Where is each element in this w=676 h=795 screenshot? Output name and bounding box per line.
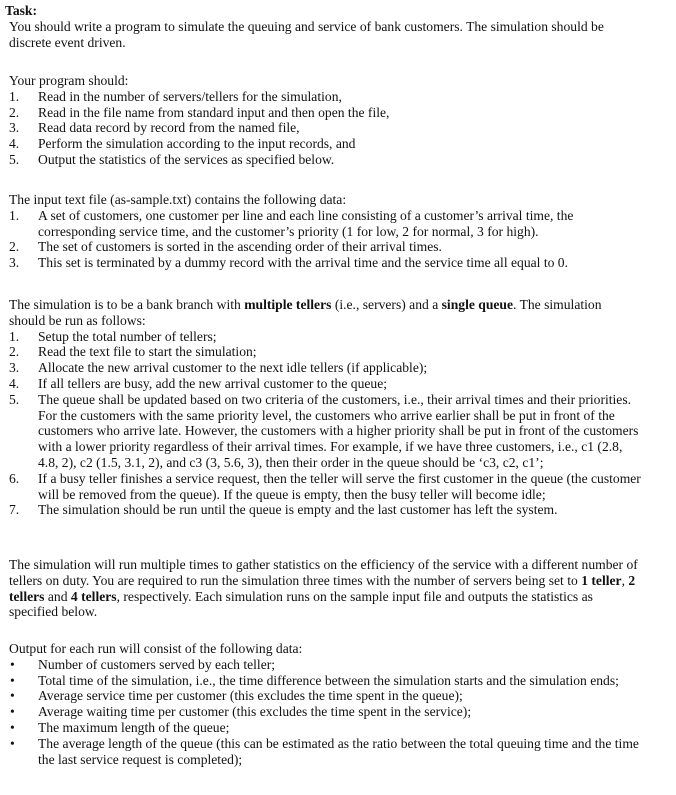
item-text: Average waiting time per customer (this excludes the time spent in the service); [38,704,472,720]
item-number: 5. [9,391,20,407]
item-text: Setup the total number of tellers; [38,328,217,344]
runs-line: specified below. [9,604,98,620]
list-item [9,502,669,518]
item-text: This set is terminated by a dummy record with the arrival time and the service time all equal to 0. [38,255,568,271]
item-number: 1. [9,328,20,344]
intro-paragraph [9,19,669,51]
input-file-heading: The input text file (as-sample.txt) contains the following data: [9,192,347,207]
simulation-heading-line2: should be run as follows: [9,312,146,328]
item-number: 1. [9,207,20,223]
intro-line: discrete event driven. [9,34,126,50]
item-number: 4. [9,375,20,391]
list-item [9,688,669,704]
output-section [9,641,669,767]
bullet-icon: • [10,672,15,688]
list-item [9,392,669,471]
runs-line: tellers on duty. You are required to run the simulation three times with the number of servers being set to 1 teller, 2 [9,572,636,588]
list-item [9,105,669,121]
bullet-icon: • [10,735,15,751]
intro-line: You should write a program to simulate the queuing and service of bank customers. The simulation should be [9,19,604,34]
item-number: 2. [9,344,20,360]
list-item [9,120,669,136]
item-text: A set of customers, one customer per line and each line consisting of a customer’s arrival time, the [38,207,574,223]
item-number: 3. [9,255,20,271]
item-text: The average length of the queue (this can be estimated as the ratio between the total queuing time and the time [38,735,639,751]
item-text: Number of customers served by each teller; [38,656,276,672]
input-file-section [9,192,669,271]
item-text: The queue shall be updated based on two criteria of the customers, i.e., their arrival times and their priorities. [38,391,632,407]
item-number: 3. [9,120,20,136]
item-text: Average service time per customer (this excludes the time spent in the queue); [38,688,463,704]
list-item [9,657,669,673]
list-item [9,152,669,168]
list-item [9,344,669,360]
item-text: Output the statistics of the services as specified below. [38,151,335,167]
item-text: The maximum length of the queue; [38,719,230,735]
list-item [9,720,669,736]
item-text: The simulation should be run until the queue is empty and the last customer has left the system. [38,502,558,518]
simulation-section [9,297,669,518]
list-item [9,255,669,271]
item-text: Read in the file name from standard input and then open the file, [38,104,390,120]
runs-paragraph [9,557,669,620]
item-text: Allocate the new arrival customer to the next idle tellers (if applicable); [38,360,428,376]
task-title: Task: [5,3,37,18]
output-heading: Output for each run will consist of the following data: [9,641,303,656]
list-item [9,376,669,392]
simulation-heading: The simulation is to be a bank branch with multiple tellers (i.e., servers) and a single queue. The simulation [9,297,602,312]
bullet-icon: • [10,719,15,735]
item-number: 2. [9,104,20,120]
item-number: 6. [9,470,20,486]
item-number: 7. [9,502,20,518]
item-text: 4.8, 2), c2 (1.5, 3.1, 2), and c3 (3, 5.6, 3), then their order in the queue should be ‘c3, c2, c1’; [38,454,544,470]
list-item [9,360,669,376]
item-text: If all tellers are busy, add the new arrival customer to the queue; [38,375,388,391]
bullet-icon: • [10,704,15,720]
list-item [9,136,669,152]
item-text: Read in the number of servers/tellers for the simulation, [38,88,342,104]
item-text: Read data record by record from the named file, [38,120,300,136]
item-number: 3. [9,360,20,376]
runs-line: tellers and 4 tellers, respectively. Each simulation runs on the sample input file and outputs the statistics as [9,588,593,604]
item-number: 1. [9,88,20,104]
list-item [9,89,669,105]
list-item [9,673,669,689]
item-text: corresponding service time, and the customer’s priority (1 for low, 2 for normal, 3 for high). [38,223,539,239]
list-item [9,736,669,768]
item-number: 4. [9,136,20,152]
item-text: For the customers with the same priority level, the customers who arrive earlier shall be put in front of the [38,407,615,423]
bullet-icon: • [10,688,15,704]
list-item [9,704,669,720]
list-item [9,471,669,503]
item-text: Perform the simulation according to the input records, and [38,136,356,152]
item-text: will be removed from the queue). If the queue is empty, then the busy teller will become idle; [38,486,546,502]
runs-line: The simulation will run multiple times to gather statistics on the efficiency of the service with a different number of [9,557,638,572]
item-text: with a lower priority regardless of their arrival times. For example, if we have three customers, i.e., c1 (2.8, [38,439,623,455]
item-text: Read the text file to start the simulation; [38,344,257,360]
item-text: If a busy teller finishes a service request, then the teller will serve the first customer in the queue (the customer [38,470,641,486]
program-heading: Your program should: [9,73,129,88]
item-text: Total time of the simulation, i.e., the time difference between the simulation starts and the simulation ends; [38,672,619,688]
list-item [9,329,669,345]
item-text: The set of customers is sorted in the ascending order of their arrival times. [38,239,442,255]
item-text: customers who arrive late. However, the customers with a higher priority shall be put in front of the customers [38,423,639,439]
item-text: the last service request is completed); [38,751,243,767]
list-item [9,208,669,240]
item-number: 2. [9,239,20,255]
item-number: 5. [9,151,20,167]
list-item [9,239,669,255]
bullet-icon: • [10,656,15,672]
program-section [9,73,669,168]
